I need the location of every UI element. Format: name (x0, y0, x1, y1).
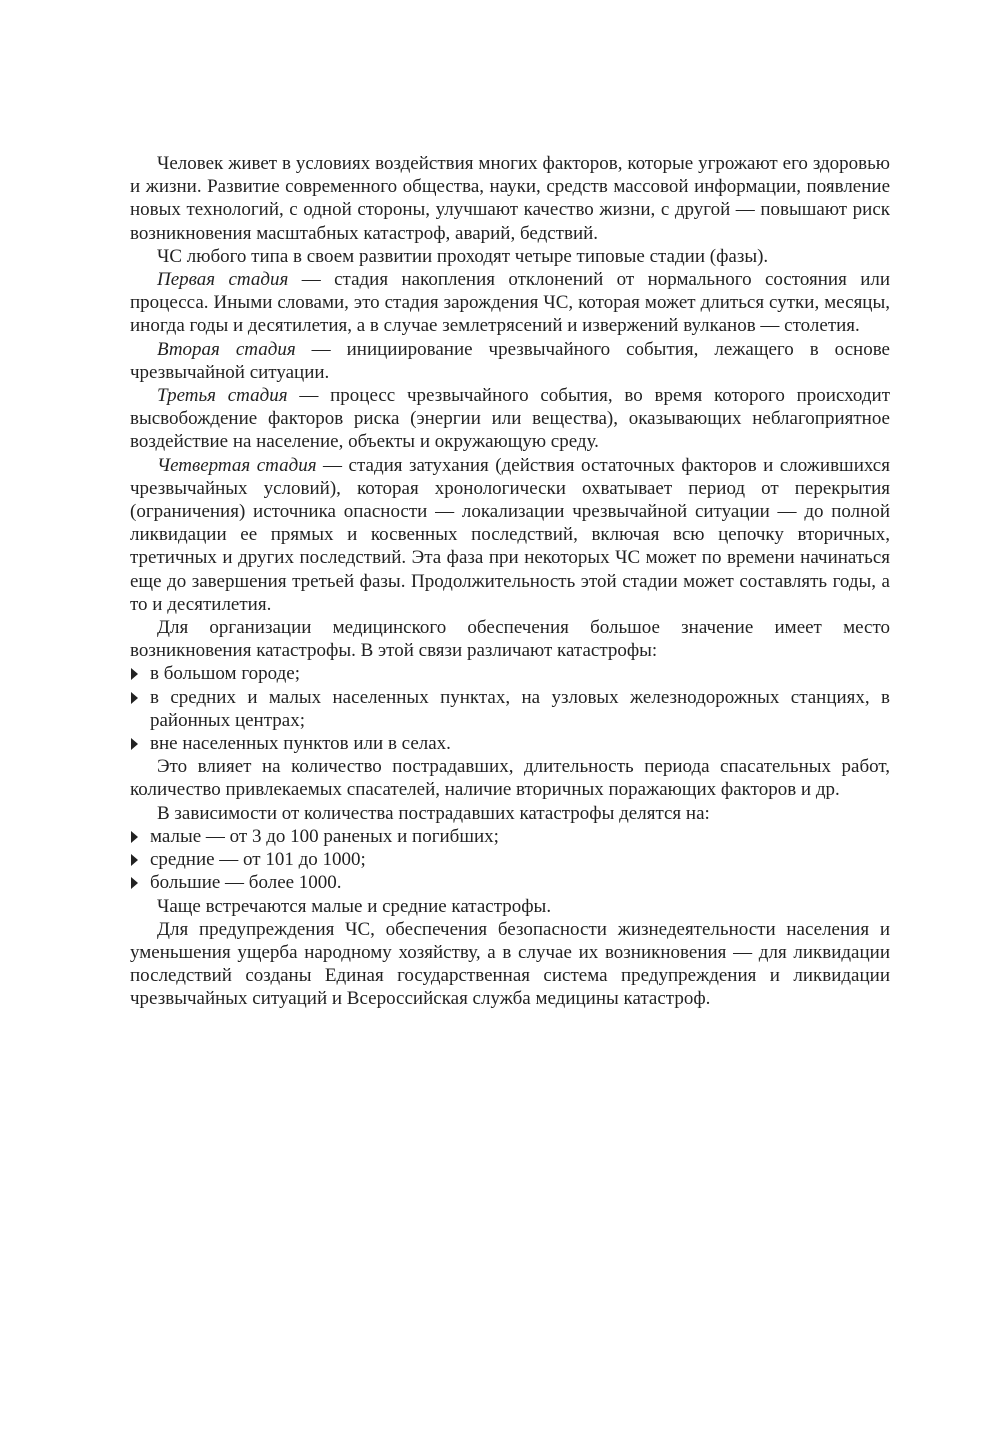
stage-2-text: — инициирование чрезвычайного события, лежащего в основе чрезвычайной ситуации. (130, 338, 890, 383)
list-item (130, 732, 890, 755)
stage-4-text: — стадия затухания (действия остаточных факторов и сложившихся чрезвычайных условий), которая хронологически охватывает период от перекрытия (ограничения) источника опасности — локализации чрезвычайной ситуации — до полной ликвидации ее прямых и косвенных последствий, включая всю цепочку вторичных, третичных и других последствий. Эта фаза при некоторых ЧС может по времени начинаться еще до завершения третьей фазы. Продолжительность этой стадии может составлять годы, а то и десятилетия. (130, 454, 890, 615)
size-list (130, 825, 890, 895)
paragraph-prevention: Для предупреждения ЧС, обеспечения безопасности жизнедеятельности населения и уменьшения ущерба народному хозяйству, а в случае их возникновения — для ликвидации последствий созданы Единая государственная система предупреждения и ликвидации чрезвычайных ситуаций и Всероссийская служба медицины катастроф. (130, 918, 890, 1010)
triangle-bullet-icon (131, 692, 138, 704)
triangle-bullet-icon (131, 668, 138, 680)
stage-1-text: — стадия накопления отклонений от нормального состояния или процесса. Иными словами, это стадия зарождения ЧС, которая может длиться сутки, месяцы, иногда годы и десятилетия, а в случае землетрясений и извержений вулканов — столетия. (130, 269, 891, 337)
paragraph-intro: Человек живет в условиях воздействия многих факторов, которые угрожают его здоровью и жизни. Развитие современного общества, науки, средств массовой информации, появление новых технологий, с одной стороны, улучшают качество жизни, с другой — повышают риск возникновения масштабных катастроф, аварий, бедствий. (130, 153, 890, 244)
paragraph-stage-3 (130, 384, 890, 454)
stage-3-text: — процесс чрезвычайного события, во время которого происходит высвобождение факторов риска (энергии или вещества), оказывающих неблагоприятное воздействие на население, объекты и окружающую среду. (130, 385, 890, 453)
triangle-bullet-icon (131, 877, 138, 889)
list-item (130, 848, 890, 871)
paragraph-frequency: Чаще встречаются малые и средние катастрофы. (157, 895, 552, 917)
list-item-text: в средних и малых населенных пунктах, на узловых железнодорожных станциях, в районных центрах; (150, 686, 890, 731)
term-stage-4: Четвертая стадия (157, 454, 317, 476)
list-item-text: малые — от 3 до 100 раненых и погибших; (150, 825, 499, 847)
term-stage-3: Третья стадия (157, 385, 288, 407)
list-item (130, 662, 890, 685)
list-item-text: средние — от 101 до 1000; (150, 849, 366, 871)
document-page (130, 152, 890, 1011)
list-item (130, 825, 890, 848)
paragraph-size-intro: В зависимости от количества пострадавших катастрофы делятся на: (157, 802, 710, 824)
paragraph-stages-intro: ЧС любого типа в своем развитии проходят четыре типовые стадии (фазы). (157, 245, 769, 267)
paragraph-impact: Это влияет на количество пострадавших, длительность периода спасательных работ, количество привлекаемых спасателей, наличие вторичных поражающих факторов и др. (130, 756, 890, 801)
list-item (130, 871, 890, 894)
list-item (130, 686, 890, 732)
paragraph-stage-4 (130, 454, 890, 616)
triangle-bullet-icon (131, 854, 138, 866)
paragraph-stage-1 (130, 268, 890, 338)
triangle-bullet-icon (131, 831, 138, 843)
location-list (130, 662, 890, 755)
list-item-text: в большом городе; (150, 663, 300, 685)
list-item-text: вне населенных пунктов или в селах. (150, 733, 451, 755)
paragraph-location-intro: Для организации медицинского обеспечения большое значение имеет место возникновения катастрофы. В этой связи различают катастрофы: (130, 617, 890, 662)
term-stage-1: Первая стадия (157, 269, 289, 291)
term-stage-2: Вторая стадия (157, 338, 296, 360)
triangle-bullet-icon (131, 738, 138, 750)
paragraph-stage-2 (130, 338, 890, 384)
list-item-text: большие — более 1000. (150, 872, 342, 894)
